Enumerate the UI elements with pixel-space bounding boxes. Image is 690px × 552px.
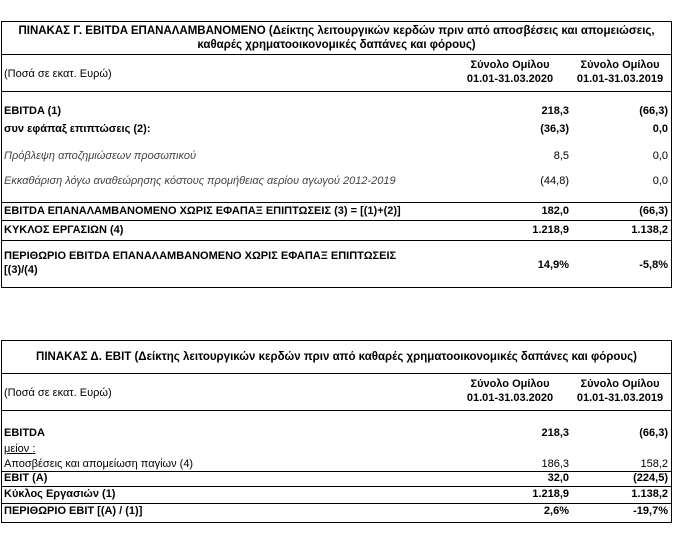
row-label: ΠΕΡΙΘΩΡΙΟ EBITDA ΕΠΑΝΑΛΑΜΒΑΝΟΜΕΝΟ ΧΩΡΙΣ ΕΦΑΠΑΞ ΕΠΙΠΤΩΣΕΙΣ [4,250,397,262]
row-label: μείον : [4,443,36,455]
title-line-1: ΠΙΝΑΚΑΣ Γ. EBITDA ΕΠΑΝΑΛΑΜΒΑΝΟΜΕΝΟ (Δείκτης λειτουργικών κερδών πριν από αποσβέσεις και απομειώσεις, [18,25,655,37]
table-title [2,24,671,52]
column-header-2020 [450,58,570,86]
value-2019: 1.138,2 [631,488,668,500]
col-header-period: 01.01-31.03.2020 [466,392,554,404]
row-label: EBITDA [4,427,45,439]
value-2020: 1.218,9 [532,224,569,236]
col-header-period: 01.01-31.03.2019 [576,73,664,85]
unit-label: (Ποσά σε εκατ. Ευρώ) [4,68,112,80]
value-2019: 0,0 [652,123,668,135]
column-header-2019 [568,377,672,405]
value-2020: 218,3 [541,427,569,439]
row-label: Πρόβλεψη αποζημιώσεων προσωπικού [4,150,196,162]
row-label: EBIT (A) [4,472,48,484]
col-header-title: Σύνολο Ομίλου [470,378,550,390]
value-2020: 186,3 [541,458,569,470]
title-line-2: καθαρές χρηματοοικονομικές δαπάνες και φόρους) [197,39,476,51]
col-header-period: 01.01-31.03.2019 [576,392,664,404]
value-2019: (66,3) [639,205,668,217]
value-2020: 32,0 [547,472,569,484]
value-2019: (224,5) [633,472,668,484]
row-label: ΠΕΡΙΘΩΡΙΟ EBIT [(A) / (1)] [4,505,143,517]
value-2020: 8,5 [553,150,569,162]
value-2020: 182,0 [541,205,569,217]
value-2019: (66,3) [639,105,668,117]
row-label: Κύκλος Εργασιών (1) [4,488,116,500]
row-label: Εκκαθάριση λόγω αναθεώρησης κόστους προμήθειας αερίου αγωγού 2012-2019 [4,175,396,187]
value-2019: -5,8% [639,259,668,271]
value-2020: 14,9% [537,259,569,271]
col-header-title: Σύνολο Ομίλου [470,59,550,71]
col-header-title: Σύνολο Ομίλου [580,378,660,390]
value-2020: (36,3) [540,123,569,135]
value-2020: 218,3 [541,105,569,117]
unit-label: (Ποσά σε εκατ. Ευρώ) [4,387,112,399]
value-2019: 158,2 [640,458,668,470]
row-label: ΚΥΚΛΟΣ ΕΡΓΑΣΙΩΝ (4) [4,224,124,236]
col-header-title: Σύνολο Ομίλου [580,59,660,71]
value-2019: 0,0 [652,175,668,187]
row-label: Αποσβέσεις και απομείωση παγίων (4) [4,458,194,470]
row-label: συν εφάπαξ επιπτώσεις (2): [4,123,151,135]
value-2019: 1.138,2 [631,224,668,236]
column-header-2019 [568,58,672,86]
value-2020: 2,6% [543,505,569,517]
value-2019: (66,3) [639,427,668,439]
value-2020: (44,8) [540,175,569,187]
value-2020: 1.218,9 [532,488,569,500]
table-title: ΠΙΝΑΚΑΣ Δ. EBIT (Δείκτης λειτουργικών κερδών πριν από καθαρές χρηματοοικονομικές δαπάνες και φόρους) [36,351,637,363]
table-ebitda-recurring [1,21,672,288]
row-label: EBITDA ΕΠΑΝΑΛΑΜΒΑΝΟΜΕΝΟ ΧΩΡΙΣ ΕΦΑΠΑΞ ΕΠΙΠΤΩΣΕΙΣ (3) = [(1)+(2)] [4,205,401,217]
row-label-cont: [(3)/(4) [4,264,38,276]
table-ebit [1,340,672,523]
row-label: EBITDA (1) [4,105,62,117]
column-header-2020 [450,377,570,405]
value-2019: 0,0 [652,150,668,162]
value-2019: -19,7% [633,505,668,517]
col-header-period: 01.01-31.03.2020 [466,73,554,85]
